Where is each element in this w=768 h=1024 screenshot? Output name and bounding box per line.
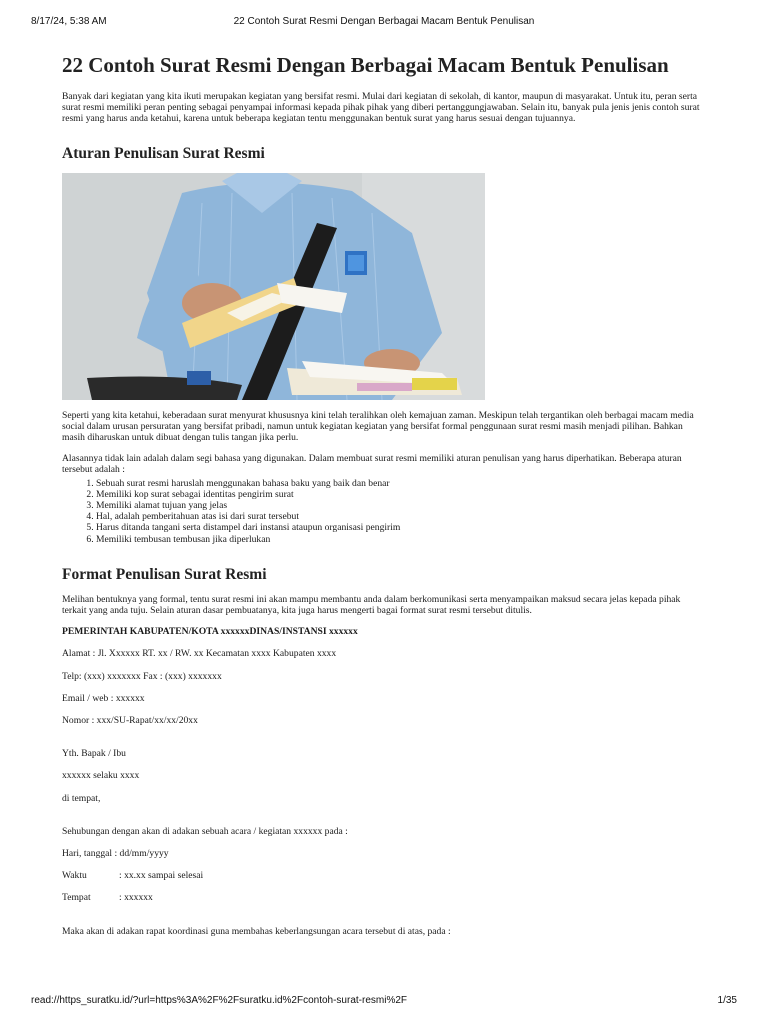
paragraph-aturan-2: Alasannya tidak lain adalah dalam segi bahasa yang digunakan. Dalam membuat surat resmi memiliki aturan penulisan yang harus diperhatikan. Beberapa aturan tersebut adalah : [62, 453, 682, 476]
letter-alamat: Alamat : Jl. Xxxxxx RT. xx / RW. xx Kecamatan xxxx Kabupaten xxxx [62, 648, 337, 660]
letter-maka: Maka akan di adakan rapat koordinasi guna membahas keberlangsungan acara tersebut di atas, pada : [62, 925, 451, 937]
waktu-value: : xx.xx sampai selesai [119, 870, 204, 882]
letter-template [62, 626, 704, 937]
tempat-value: : xxxxxx [119, 892, 153, 904]
list-item: 1. Sebuah surat resmi haruslah menggunakan bahasa baku yang baik dan benar [96, 478, 704, 489]
letter-tempat [62, 892, 704, 903]
print-datetime: 8/17/24, 5:38 AM [31, 16, 107, 27]
letter-email: Email / web : xxxxxx [62, 692, 145, 704]
postman-photo [62, 173, 485, 400]
letter-yth: Yth. Bapak / Ibu [62, 748, 126, 760]
print-page-title: 22 Contoh Surat Resmi Dengan Berbagai Macam Bentuk Penulisan [233, 16, 535, 27]
list-item: 6. Memiliki tembusan tembusan jika diperlukan [96, 534, 704, 545]
paragraph-aturan-1: Seperti yang kita ketahui, keberadaan surat menyurat khususnya kini telah teralihkan oleh kemajuan zaman. Meskipun telah tergantikan oleh berbagai macam media social dalam urusan persuratan yang bersifat pribadi, namun untuk kegiatan kegiatan yang bersifat formal penggunaan surat resmi masih menjadi pilihan. Bahkan masih diharuskan untuk dibuat dengan tulis tangan jika perlu. [62, 409, 694, 444]
print-page-number: 1/35 [717, 995, 737, 1006]
letter-header: PEMERINTAH KABUPATEN/KOTA xxxxxxDINAS/INSTANSI xxxxxx [62, 626, 358, 638]
letter-nomor: Nomor : xxx/SU-Rapat/xx/xx/20xx [62, 715, 198, 727]
rules-list [62, 478, 704, 545]
letter-hari-tanggal: Hari, tanggal : dd/mm/yyyy [62, 848, 169, 860]
list-item: 4. Hal, adalah pemberitahuan atas isi dari surat tersebut [96, 511, 704, 522]
letter-telp: Telp: (xxx) xxxxxxx Fax : (xxx) xxxxxxx [62, 670, 222, 682]
print-url: read://https_suratku.id/?url=https%3A%2F%2Fsuratku.id%2Fcontoh-surat-resmi%2F [31, 995, 408, 1006]
letter-sehubungan: Sehubungan dengan akan di adakan sebuah acara / kegiatan xxxxxx pada : [62, 825, 348, 837]
tempat-label: Tempat [62, 892, 91, 904]
article-title: 22 Contoh Surat Resmi Dengan Berbagai Macam Bentuk Penulisan [62, 53, 669, 77]
letter-di-tempat: di tempat, [62, 792, 101, 804]
paragraph-format: Melihan bentuknya yang formal, tentu surat resmi ini akan mampu membantu anda dalam berkomunikasi serta menyampaikan maksud secara jelas kepada pihak terkait yang anda tuju. Selain aturan dasar pembuatanya, kita juga harus mengerti bagai format surat resmi tersebut ditulis. [62, 593, 681, 617]
section-heading-aturan: Aturan Penulisan Surat Resmi [62, 144, 265, 162]
list-item: 2. Memiliki kop surat sebagai identitas pengirim surat [96, 489, 704, 500]
print-footer [0, 995, 768, 1009]
waktu-label: Waktu [62, 870, 87, 882]
list-item: 5. Harus ditanda tangani serta distampel dari instansi ataupun organisasi pengirim [96, 522, 704, 533]
section-heading-format: Format Penulisan Surat Resmi [62, 565, 267, 583]
list-item: 3. Memiliki alamat tujuan yang jelas [96, 500, 704, 511]
article [62, 52, 704, 948]
letter-waktu [62, 870, 704, 881]
print-header [0, 16, 768, 30]
letter-selaku: xxxxxx selaku xxxx [62, 770, 140, 782]
intro-paragraph: Banyak dari kegiatan yang kita ikuti merupakan kegiatan yang bersifat resmi. Mulai dari kegiatan di sekolah, di kantor, maupun di masyarakat. Untuk itu, peran serta surat resmi memiliki peran penting sebagai penyampai informasi kepada pihak pihak yang diberi pertanggungjawaban. Selain itu, banyak pula jenis jenis contoh surat resmi yang harus anda ketahui, karena untuk beberapa kegiatan tentu menggunakan bentuk surat yang harus sesuai dengan tujuannya. [62, 91, 700, 125]
